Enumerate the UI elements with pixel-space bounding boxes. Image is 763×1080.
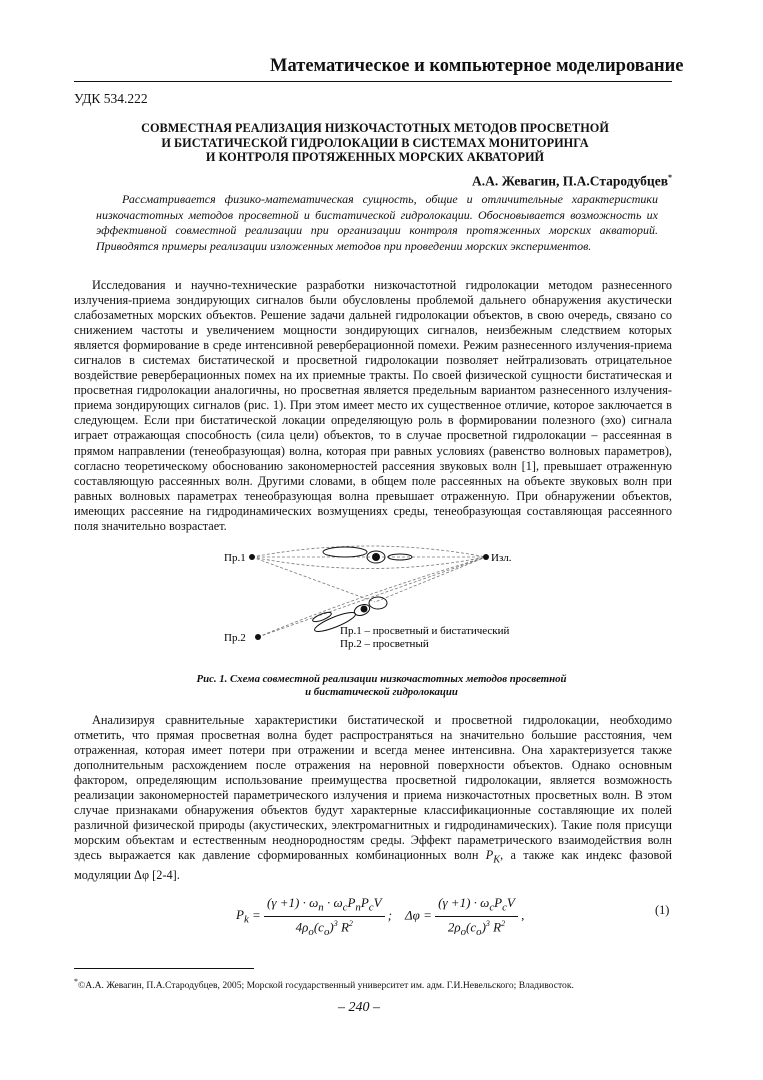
dphi-den-part: 2ρ bbox=[447, 918, 461, 934]
figure-1 bbox=[0, 540, 763, 650]
abstract: Рассматривается физико-математическая сущность, общие и отличительные характеристики низкочастотных методов просветной и бистатической гидролокации. Обосновывается возможность их эффективной совместной реализации при организации контроля протяженных морских акваторий. Приводятся примеры реализации изложенных методов при проведении морских экспериментов. bbox=[96, 192, 658, 253]
pk-lhs-sub: k bbox=[243, 913, 249, 926]
dphi-fraction bbox=[435, 895, 518, 938]
dphi-den-sub: o bbox=[476, 925, 482, 938]
authors bbox=[472, 173, 672, 190]
pk-den-sub: o bbox=[323, 925, 330, 938]
formula-dphi bbox=[405, 895, 525, 938]
dphi-numerator bbox=[435, 895, 518, 917]
equation-number: (1) bbox=[655, 903, 670, 917]
pk-num-part: V bbox=[373, 895, 382, 910]
lower-arc bbox=[252, 557, 486, 569]
receiver-2-marker bbox=[255, 634, 261, 640]
pk-lhs bbox=[236, 907, 249, 926]
header-rule bbox=[74, 81, 672, 82]
figure-diagram bbox=[0, 540, 763, 650]
figure-caption bbox=[100, 673, 663, 699]
dphi-num-part: V bbox=[506, 895, 515, 910]
pk-den-part: (c bbox=[313, 918, 324, 934]
dphi-num-sub: c bbox=[502, 901, 507, 914]
authors-names: А.А. Жевагин, П.А.Стародубцев bbox=[472, 173, 668, 189]
pk-denominator bbox=[264, 917, 385, 938]
paragraph-1: Исследования и научно-технические разработки низкочастотной гидролокации методом разнесенного излучения-приема зондирующих сигналов были обусловлены проблемой дальнего обнаружения акустически слабозаметных морских объектов. Решение задачи дальней гидролокации объектов, в свою очередь, связано со снижением частоты и увеличением мощности зондирующих сигналов, неизбежным следствием которых является формирование в среде интенсивной реверберационной помехи. Режим разнесенного излучения-приема сигналов в системах бистатической и просветной гидролокации позволяет нейтрализовать отрицательное воздействие реверберационных помех на их приемные тракты. По своей физической сущности бистатическая и просветная гидролокации аналогичны, но просветная является предельным вариантом разнесенного излучения-приема зондирующих сигналов (рис. 1). При этом имеет место их существенное отличие, которое заключается в следующем. Если при бистатической локации определяющую роль в формировании полезного (эхо) сигнала играет отражающая способность (сила цели) объектов, то в случае просветной гидролокации – рассеянная в прямом направлении (тенеобразующая) волна, которая при равных условиях (равенство волновых параметров), согласно теоретическому обоснованию закономерностей рассеяния звуковых волн [1], превышает отраженную составляющую рассеянных волн. Другими словами, в общем поле рассеянных на объекте звуковых волн при равных волновых параметрах тенеобразующая волна превышает отраженную. При обнаружении объектов, имеющих рассеяние на гидродинамических возмущениях среды, тенеобразующая составляющая рассеянного поля значительно возрастает. bbox=[74, 278, 672, 533]
footnote-rule bbox=[74, 968, 254, 969]
dphi-comma: , bbox=[521, 907, 525, 923]
footnote-mark: * bbox=[74, 977, 78, 986]
paragraph-2-text: Анализируя сравнительные характеристики бистатической и просветной гидролокации, необходимо отметить, что прямая просветная волна будет распространяться на значительно большие расстояния, чем отраженная, которая имеет потери при отражении и всегда менее интенсивна. Она характеризуется также дополнительным расхождением после отражения на неровной поверхности объектов. Однако основным фактором, определяющим использование преимущества просветной гидролокации, является возможность реализации закономерностей параметрического излучения и приема низкочастотных просветных волн. В этом случае признаками обнаружения объектов будут характерные классификационные составляющие их полей различной физической природы (акустических, электромагнитных и гидродинамических). Такие поля присущи морским объектам и естественным неоднородностям среды. Эффект параметрического взаимодействия волн здесь выражается как давление сформированных комбинационных волн bbox=[74, 713, 672, 863]
dphi-den-exp: 3 bbox=[485, 918, 490, 928]
side-lobe bbox=[312, 610, 333, 623]
pk-num-part: (γ +1) · ω bbox=[267, 895, 319, 910]
pk-den-exp: 3 bbox=[333, 918, 338, 928]
dphi-den-sub: o bbox=[460, 925, 467, 938]
emitter-label: Изл. bbox=[491, 552, 512, 564]
receiver-1-marker bbox=[249, 554, 255, 560]
bistatic-path-line bbox=[252, 557, 375, 602]
pk-equals: = bbox=[252, 907, 261, 923]
title-line: И КОНТРОЛЯ ПРОТЯЖЕННЫХ МОРСКИХ АКВАТОРИЙ bbox=[205, 150, 545, 164]
pk-letter: P bbox=[485, 848, 494, 863]
emitter-to-target-line bbox=[375, 557, 486, 602]
caption-line: и бистатической гидролокации bbox=[305, 686, 458, 698]
journal-section-title: Математическое и компьютерное моделирование bbox=[270, 56, 684, 76]
pk-lhs-letter: P bbox=[236, 907, 244, 923]
pk-num-sub: c bbox=[342, 901, 348, 914]
pk-num-part: P bbox=[360, 895, 369, 910]
pk-num-sub: c bbox=[368, 901, 374, 914]
dphi-den-part: (c bbox=[466, 918, 477, 934]
authors-footnote-mark: * bbox=[668, 173, 672, 182]
caption-line: Рис. 1. Схема совместной реализации низкочастотных методов просветной bbox=[196, 673, 567, 685]
dphi-den-part: ) bbox=[481, 918, 486, 934]
legend-line-1: Пр.1 – просветный и бистатический bbox=[340, 625, 510, 637]
formula-pk bbox=[236, 895, 393, 938]
article-title bbox=[100, 121, 650, 165]
receiver-1-label: Пр.1 bbox=[224, 552, 246, 564]
pk-fraction bbox=[264, 895, 385, 938]
dphi-den-exp: 2 bbox=[501, 918, 506, 928]
pk-den-part: ) bbox=[329, 918, 334, 934]
dphi-lhs: Δφ = bbox=[405, 907, 432, 923]
pk-den-part: 4ρ bbox=[295, 918, 309, 934]
pk-den-part: R bbox=[337, 918, 349, 934]
legend-line-2: Пр.2 – просветный bbox=[340, 638, 429, 650]
footnote-text: ©А.А. Жевагин, П.А.Стародубцев, 2005; Морской государственный университет им. адм. Г.И.Невельского; Владивосток. bbox=[78, 980, 574, 992]
target-upper bbox=[323, 547, 412, 563]
title-line: СОВМЕСТНАЯ РЕАЛИЗАЦИЯ НИЗКОЧАСТОТНЫХ МЕТОДОВ ПРОСВЕТНОЙ bbox=[141, 121, 609, 135]
scatter-lobe bbox=[323, 547, 367, 557]
udc-code: УДК 534.222 bbox=[74, 91, 148, 106]
paragraph-2 bbox=[74, 713, 672, 883]
pk-numerator bbox=[264, 895, 385, 917]
dphi-num-part: (γ +1) · ω bbox=[438, 895, 490, 910]
pk-num-part: P bbox=[347, 895, 356, 910]
pk-symbol bbox=[485, 848, 501, 866]
dphi-denominator bbox=[435, 917, 518, 938]
pk-subscript: K bbox=[493, 854, 501, 866]
pk-num-sub: n bbox=[355, 901, 361, 914]
target-core bbox=[361, 606, 368, 613]
paragraph-2-tail: , а также как индекс фазовой модуляции Δφ [2-4]. bbox=[74, 848, 673, 882]
target-halo bbox=[369, 597, 387, 609]
dphi-num-sub: c bbox=[489, 901, 495, 914]
footnote bbox=[74, 977, 574, 991]
emitter-marker bbox=[483, 554, 489, 560]
pk-den-exp: 2 bbox=[348, 918, 353, 928]
title-line: И БИСТАТИЧЕСКОЙ ГИДРОЛОКАЦИИ В СИСТЕМАХ МОНИТОРИНГА bbox=[161, 135, 589, 150]
target-core bbox=[372, 553, 380, 561]
receiver-2-label: Пр.2 bbox=[224, 632, 246, 644]
formula-separator: ; bbox=[387, 907, 393, 923]
upper-arc bbox=[252, 546, 486, 557]
page-number: – 240 – bbox=[338, 1000, 380, 1015]
dphi-den-part: R bbox=[489, 918, 502, 934]
pk-num-sub: n bbox=[318, 901, 324, 914]
pk-num-part: · ω bbox=[323, 895, 343, 910]
dphi-num-part: P bbox=[494, 895, 503, 910]
pk-den-sub: o bbox=[308, 925, 314, 938]
propagation-lines bbox=[252, 546, 486, 637]
